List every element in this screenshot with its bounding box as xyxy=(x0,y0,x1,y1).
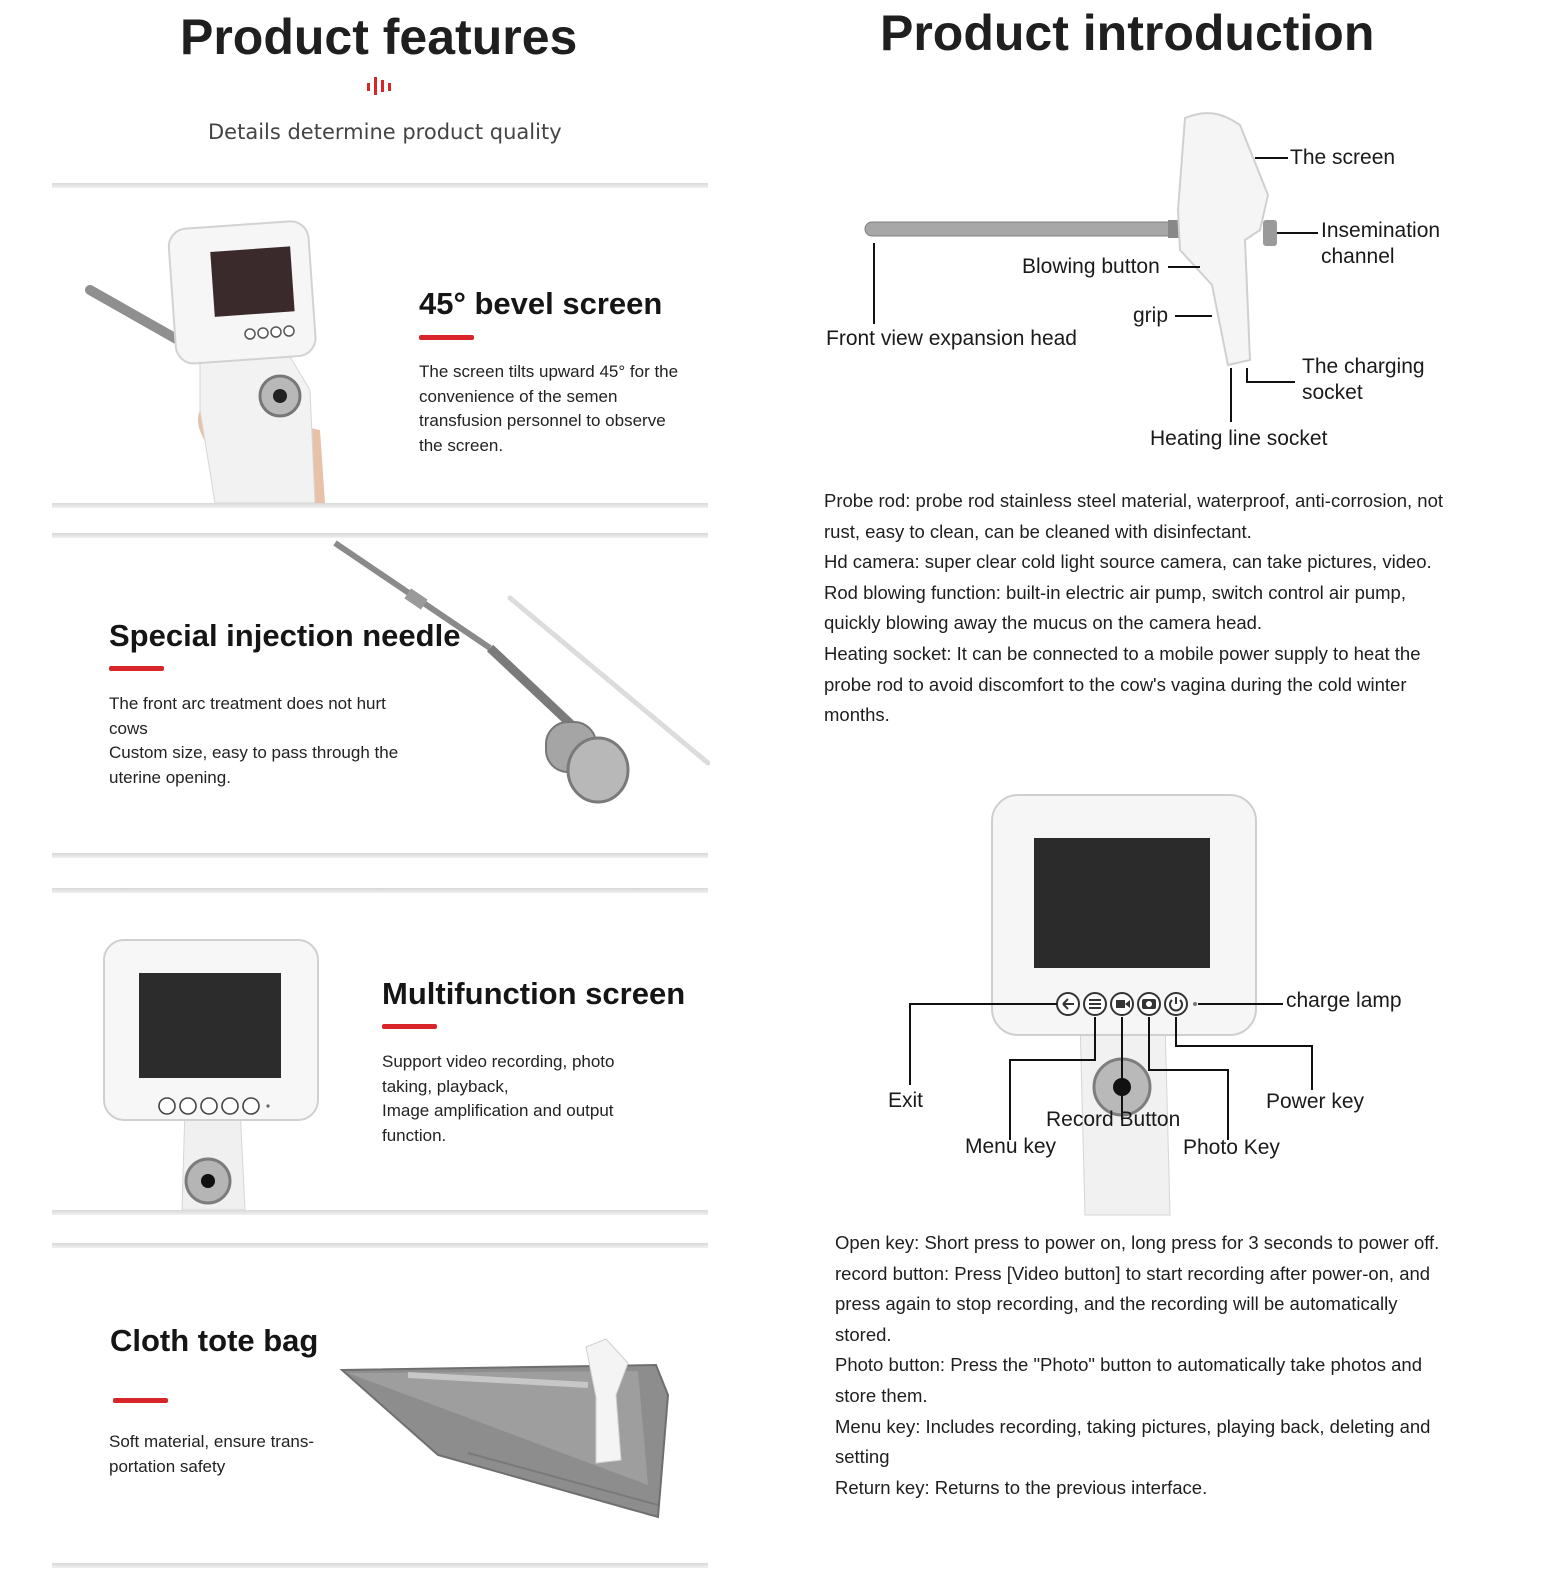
feature-desc-line: Custom size, easy to pass through the uterine opening. xyxy=(109,743,399,787)
intro-paragraph: Probe rod: probe rod stainless steel material, waterproof, anti-corrosion, not rust, easy to clean, can be cleaned with disinfectant. xyxy=(824,490,1444,542)
power-icon xyxy=(1165,993,1187,1015)
divider xyxy=(52,1243,708,1248)
feature-desc xyxy=(109,692,419,790)
feature-desc-line: Image amplification and output function. xyxy=(382,1101,614,1145)
intro-paragraph: Rod blowing function: built-in electric air pump, switch control air pump, quickly blowing away the mucus on the camera head. xyxy=(824,581,1406,634)
label-front-view-head: Front view expansion head xyxy=(826,327,1077,350)
divider xyxy=(52,1210,708,1215)
divider xyxy=(52,183,708,188)
label-exit: Exit xyxy=(888,1089,924,1112)
feature-desc-line: The front arc treatment does not hurt cows xyxy=(109,694,386,738)
menu-icon xyxy=(1084,993,1106,1015)
label-blowing-button: Blowing button xyxy=(1022,255,1160,278)
key-description-text xyxy=(835,1228,1450,1503)
divider xyxy=(52,888,708,893)
intro-paragraph: Heating socket: It can be connected to a mobile power supply to heat the probe rod to avoid discomfort to the cow's vagina during the cold winter months. xyxy=(824,642,1421,726)
divider xyxy=(52,853,708,858)
video-icon xyxy=(1111,993,1133,1015)
key-paragraph: Open key: Short press to power on, long press for 3 seconds to power off. xyxy=(835,1232,1440,1253)
feature-desc: Soft material, ensure trans-portation safety xyxy=(109,1432,315,1476)
accent-bar xyxy=(109,666,164,671)
feature-title: 45° bevel screen xyxy=(419,286,663,321)
charge-lamp-indicator xyxy=(1193,1002,1197,1006)
label-menu-key: Menu key xyxy=(965,1135,1057,1158)
signal-bars-icon xyxy=(366,77,392,95)
left-page-title: Product features xyxy=(180,9,578,65)
key-paragraph: Return key: Returns to the previous interface. xyxy=(835,1476,1208,1498)
label-screen: The screen xyxy=(1290,146,1396,169)
label-photo-key: Photo Key xyxy=(1183,1136,1280,1159)
label-power-key: Power key xyxy=(1266,1090,1365,1113)
feature-desc-line: Support video recording, photo taking, playback, xyxy=(382,1052,615,1096)
label-grip: grip xyxy=(1133,304,1169,327)
multifunction-screen-image xyxy=(100,938,325,1210)
photo-icon xyxy=(1138,993,1160,1015)
key-paragraph: record button: Press [Video button] to start recording after power-on, and press again to stop recording, and the recording will be automatically stored. xyxy=(835,1262,1431,1345)
label-charging-socket: The charging socket xyxy=(1302,355,1425,404)
feature-title: Multifunction screen xyxy=(382,976,686,1011)
feature-desc: The screen tilts upward 45° for the convenience of the semen transfusion personnel to observe the screen. xyxy=(419,362,679,455)
right-page-title: Product introduction xyxy=(880,5,1375,61)
label-insemination-channel: Insemination channel xyxy=(1321,219,1441,268)
feature-title: Cloth tote bag xyxy=(110,1323,319,1358)
feature-desc xyxy=(382,1050,652,1148)
intro-paragraph: Hd camera: super clear cold light source camera, can take pictures, video. xyxy=(824,551,1432,573)
accent-bar xyxy=(382,1024,437,1029)
key-paragraph: Photo button: Press the "Photo" button to automatically take photos and store them. xyxy=(835,1354,1423,1406)
tote-bag-image xyxy=(338,1335,678,1520)
device-diagram xyxy=(850,110,1510,465)
bevel-screen-device-image xyxy=(80,220,380,503)
exit-icon xyxy=(1057,993,1079,1015)
label-heating-line-socket: Heating line socket xyxy=(1150,427,1328,450)
accent-bar xyxy=(113,1398,168,1403)
label-charge-lamp: charge lamp xyxy=(1286,989,1402,1012)
left-subtitle: Details determine product quality xyxy=(208,120,562,144)
key-paragraph: Menu key: Includes recording, taking pictures, playing back, deleting and setting xyxy=(835,1415,1431,1468)
divider xyxy=(52,503,708,508)
feature-title: Special injection needle xyxy=(109,618,461,653)
divider xyxy=(52,1563,708,1568)
accent-bar xyxy=(419,335,474,340)
intro-text xyxy=(824,486,1449,731)
label-record-button: Record Button xyxy=(1046,1108,1181,1131)
